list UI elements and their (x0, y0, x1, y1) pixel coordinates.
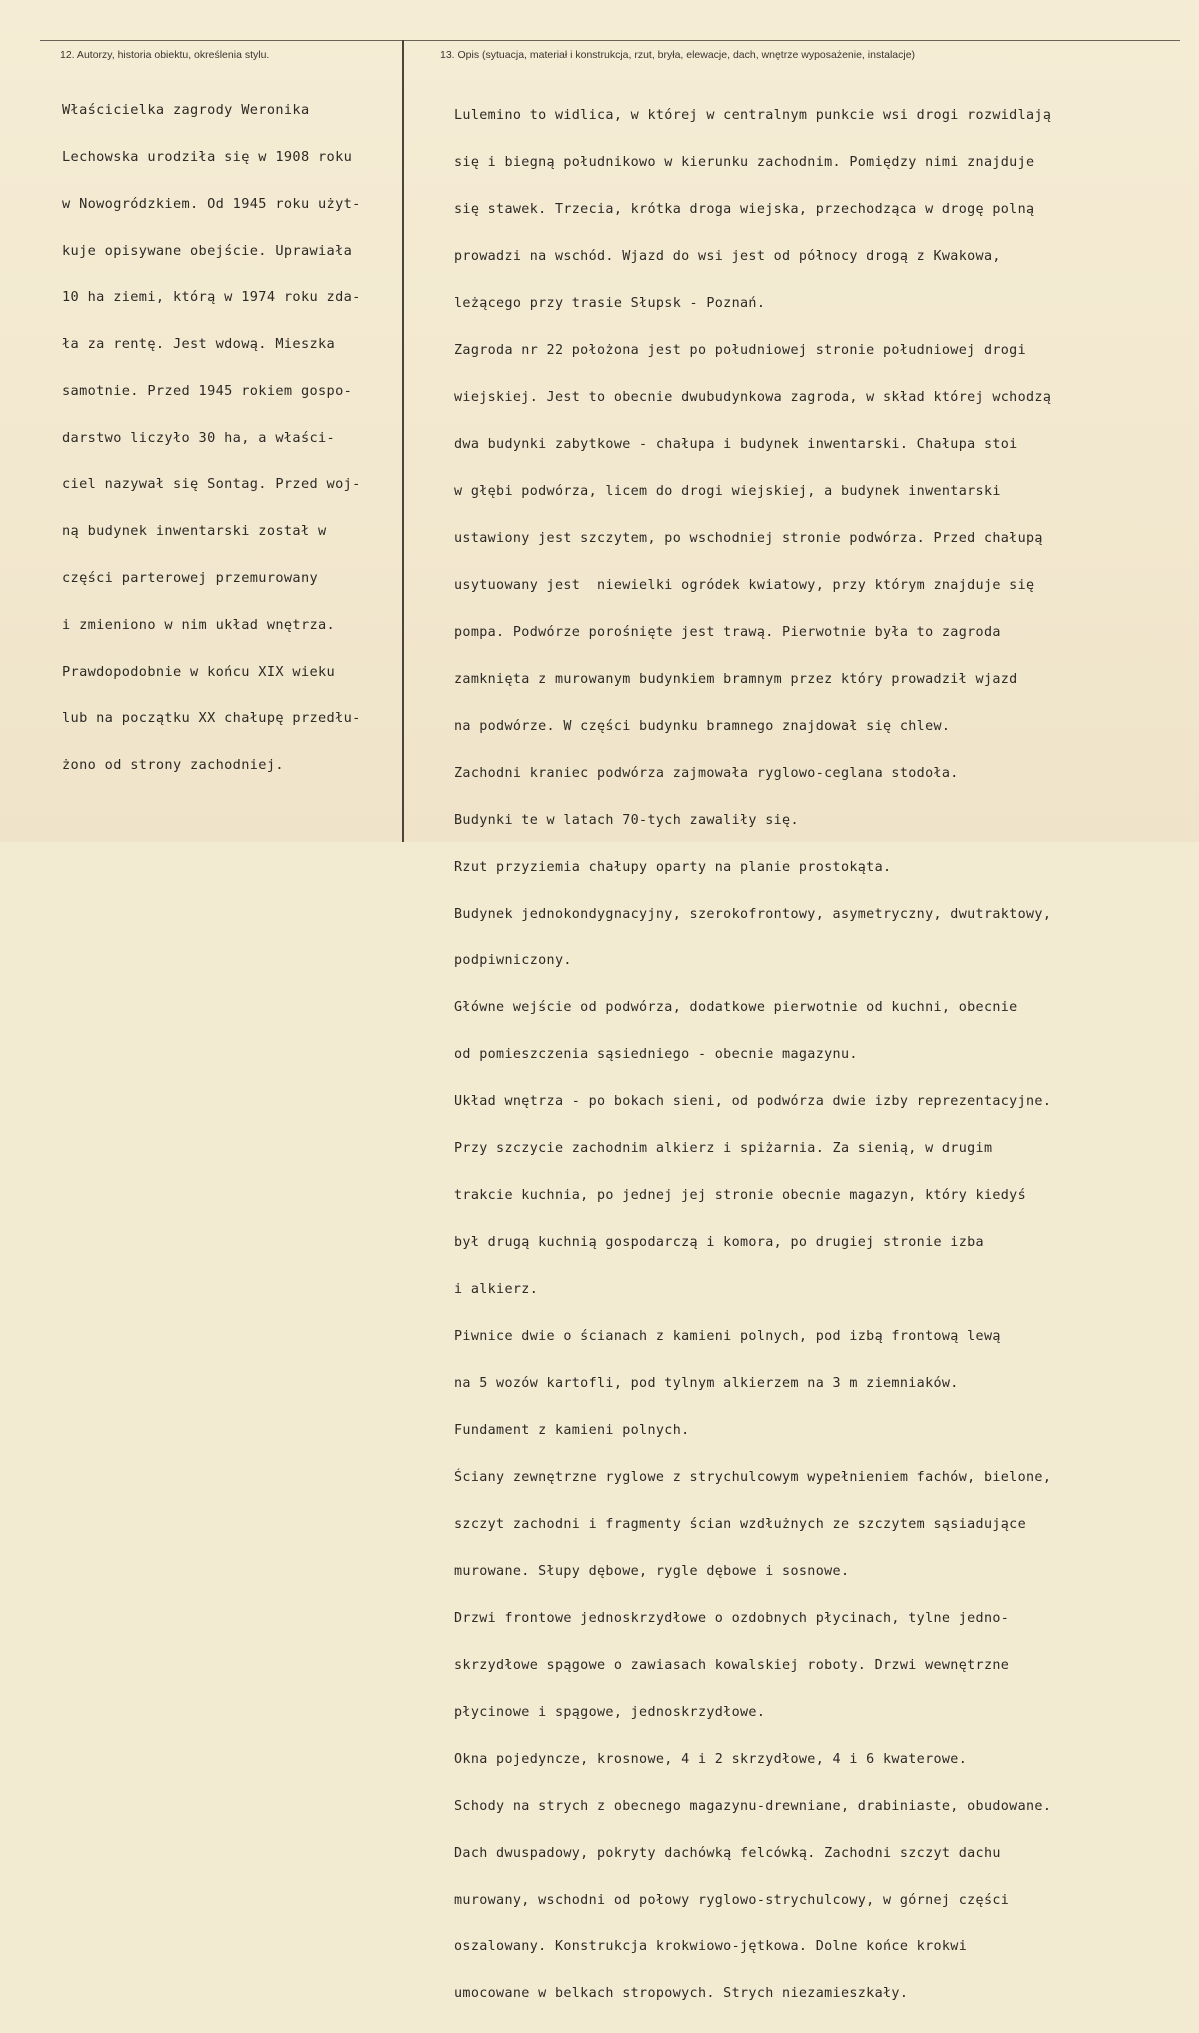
history-line: Lechowska urodziła się w 1908 roku (62, 148, 353, 165)
description-line: Rzut przyziemia chałupy oparty na planie prostokąta. (454, 859, 892, 875)
history-line: 10 ha ziemi, którą w 1974 roku zda- (62, 289, 361, 306)
description-line: Fundament z kamieni polnych. (454, 1423, 690, 1438)
description-line: umocowane w belkach stropowych. Strych niezamieszkały. (454, 1986, 909, 2002)
description-line: Schody na strych z obecnego magazynu-drewniane, drabiniaste, obudowane. (454, 1798, 1052, 1814)
history-line: darstwo liczyło 30 ha, a właści- (62, 429, 336, 446)
description-line: oszalowany. Konstrukcja krokwiowo-jętkowa. Dolne końce krokwi (454, 1939, 968, 1955)
description-line: Główne wejście od podwórza, dodatkowe pierwotnie od kuchni, obecnie (454, 1000, 1018, 1016)
description-line: szczyt zachodni i fragmenty ścian wzdłużnych ze szczytem sąsiadujące (454, 1516, 1027, 1532)
description-line: Drzwi frontowe jednoskrzydłowe o ozdobnych płycinach, tylne jedno- (454, 1610, 1010, 1626)
description-line: skrzydłowe spągowe o zawiasach kowalskiej roboty. Drzwi wewnętrzne (454, 1657, 1010, 1673)
history-text (62, 72, 392, 805)
history-line: ciel nazywał się Sontag. Przed woj- (62, 476, 361, 493)
section-12-heading: 12. Autorzy, historia obiektu, określenia stylu. (60, 49, 270, 61)
description-line: się i biegną południkowo w kierunku zachodnim. Pomiędzy nimi znajduje (454, 155, 1035, 171)
history-line: lub na początku XX chałupę przedłu- (62, 710, 361, 727)
description-line: Piwnice dwie o ścianach z kamieni polnych, pod izbą frontową lewą (454, 1329, 1001, 1345)
history-line: żono od strony zachodniej. (62, 757, 284, 774)
description-line: płycinowe i spągowe, jednoskrzydłowe. (454, 1704, 766, 1720)
description-line: Budynek jednokondygnacyjny, szerokofrontowy, asymetryczny, dwutraktowy, (454, 906, 1052, 922)
description-line: się stawek. Trzecia, krótka droga wiejska, przechodząca w drogę polną (454, 202, 1035, 218)
description-line: usytuowany jest niewielki ogródek kwiatowy, przy którym znajduje się (454, 577, 1035, 593)
description-line: był drugą kuchnią gospodarczą i komora, po drugiej stronie izba (454, 1235, 984, 1251)
description-line: ustawiony jest szczytem, po wschodniej stronie podwórza. Przed chałupą (454, 530, 1043, 546)
description-line: Układ wnętrza - po bokach sieni, od podwórza dwie izby reprezentacyjne. (454, 1094, 1052, 1110)
description-line: w głębi podwórza, licem do drogi wiejskiej, a budynek inwentarski (454, 483, 1001, 499)
history-line: w Nowogródzkiem. Od 1945 roku użyt- (62, 195, 361, 212)
description-line: dwa budynki zabytkowe - chałupa i budynek inwentarski. Chałupa stoi (454, 436, 1018, 452)
description-line: Okna pojedyncze, krosnowe, 4 i 2 skrzydłowe, 4 i 6 kwaterowe. (454, 1751, 968, 1767)
description-line: na podwórze. W części budynku bramnego znajdował się chlew. (454, 718, 951, 734)
description-line: Przy szczycie zachodnim alkierz i spiżarnia. Za sienią, w drugim (454, 1141, 993, 1157)
description-line: wiejskiej. Jest to obecnie dwubudynkowa zagroda, w skład której wchodzą (454, 390, 1052, 406)
description-line: prowadzi na wschód. Wjazd do wsi jest od północy drogą z Kwakowa, (454, 249, 1001, 265)
description-line: Lulemino to widlica, w której w centralnym punkcie wsi drogi rozwidlają (454, 108, 1052, 124)
column-divider (402, 40, 404, 842)
history-line: i zmieniono w nim układ wnętrza. (62, 616, 336, 633)
history-line: Właścicielka zagrody Weronika (62, 102, 310, 119)
description-line: Ściany zewnętrzne ryglowe z strychulcowym wypełnieniem fachów, bielone, (454, 1469, 1052, 1485)
description-line: pompa. Podwórze porośnięte jest trawą. Pierwotnie była to zagroda (454, 624, 1001, 640)
description-line: zamknięta z murowanym budynkiem bramnym przez który prowadził wjazd (454, 671, 1018, 687)
description-line: murowany, wschodni od połowy ryglowo-strychulcowy, w górnej części (454, 1892, 1010, 1908)
header-rule (40, 40, 1180, 41)
history-line: ła za rentę. Jest wdową. Mieszka (62, 336, 336, 353)
description-line: trakcie kuchnia, po jednej jej stronie obecnie magazyn, który kiedyś (454, 1188, 1027, 1204)
history-line: kuje opisywane obejście. Uprawiała (62, 242, 353, 259)
description-line: podpiwniczony. (454, 953, 572, 969)
history-line: Prawdopodobnie w końcu XIX wieku (62, 663, 336, 680)
description-text (454, 77, 1174, 2033)
description-line: murowane. Słupy dębowe, rygle dębowe i sosnowe. (454, 1563, 850, 1579)
history-line: części parterowej przemurowany (62, 570, 319, 586)
history-line: ną budynek inwentarski został w (62, 523, 327, 540)
description-line: Zachodni kraniec podwórza zajmowała ryglowo-ceglana stodoła. (454, 765, 959, 781)
description-line: i alkierz. (454, 1282, 539, 1298)
description-line: na 5 wozów kartofli, pod tylnym alkierzem na 3 m ziemniaków. (454, 1376, 959, 1392)
description-line: Budynki te w latach 70-tych zawaliły się. (454, 812, 799, 828)
description-line: Dach dwuspadowy, pokryty dachówką felcówką. Zachodni szczyt dachu (454, 1845, 1001, 1861)
description-line: od pomieszczenia sąsiedniego - obecnie magazynu. (454, 1047, 858, 1063)
history-line: samotnie. Przed 1945 rokiem gospo- (62, 382, 353, 399)
description-line: Zagroda nr 22 położona jest po południowej stronie południowej drogi (454, 343, 1027, 359)
section-13-heading: 13. Opis (sytuacja, materiał i konstrukcja, rzut, bryła, elewacje, dach, wnętrze wyposażenie, instalacje) (440, 49, 916, 61)
description-line: leżącego przy trasie Słupsk - Poznań. (454, 296, 766, 312)
